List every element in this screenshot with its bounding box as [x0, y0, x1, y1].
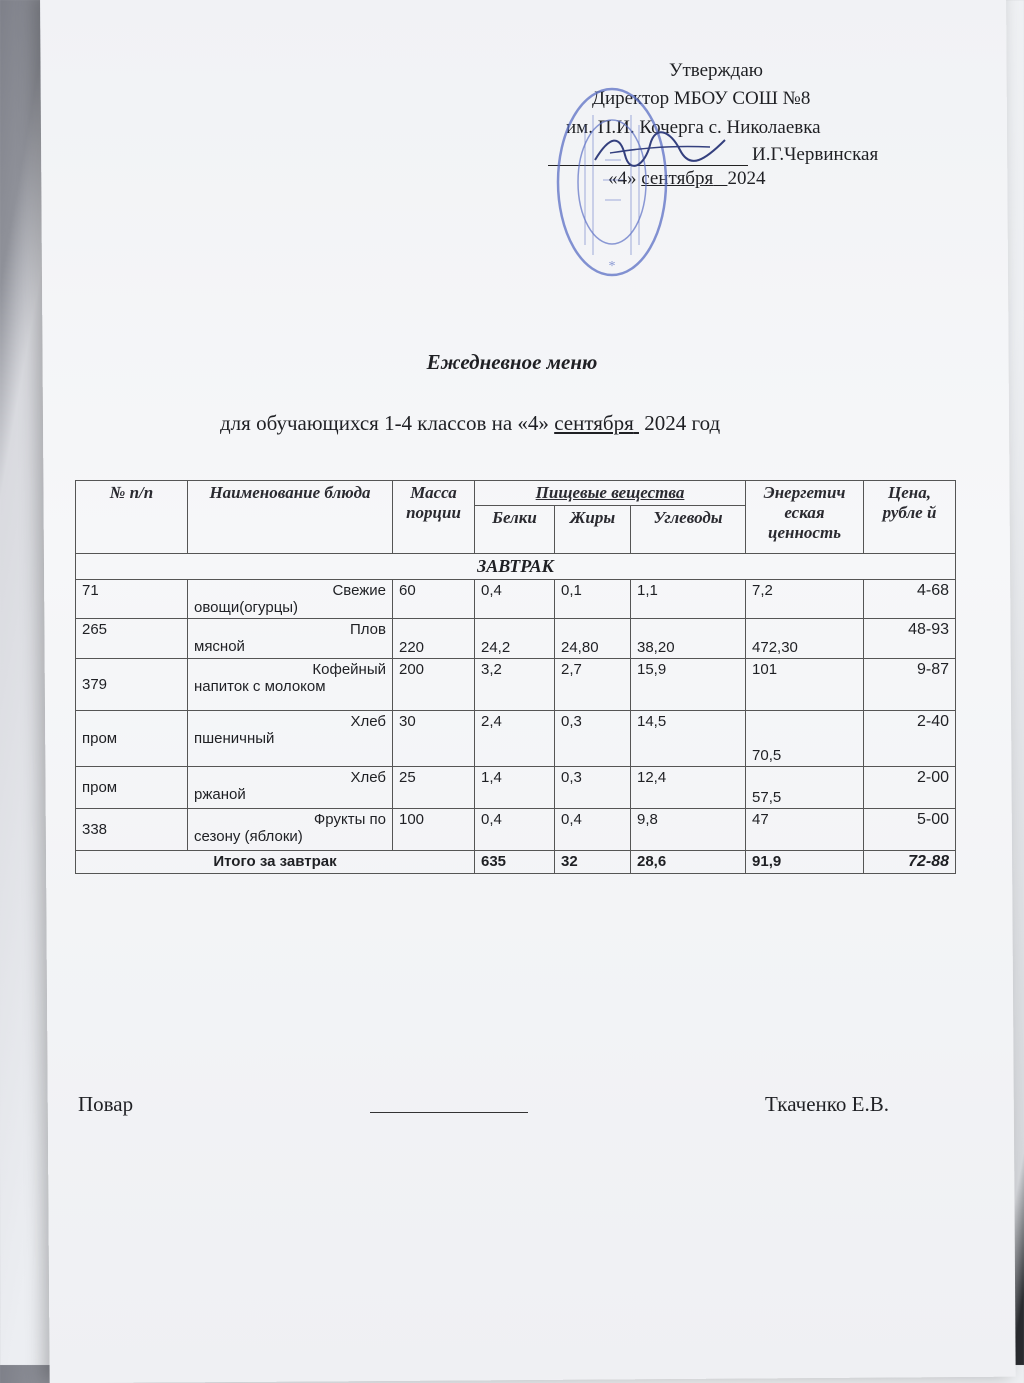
- section-breakfast: ЗАВТРАК: [76, 554, 956, 580]
- row-mass: 100: [393, 809, 475, 851]
- row-protein: 3,2: [475, 659, 555, 711]
- row-energy: 7,2: [746, 580, 864, 619]
- row-mass: 25: [393, 767, 475, 809]
- row-dish: [188, 659, 393, 711]
- director-name: И.Г.Червинская: [752, 144, 879, 165]
- signature-icon: [590, 125, 730, 175]
- total-fat: 28,6: [631, 851, 746, 874]
- school-stamp-icon: [555, 85, 670, 280]
- total-mass: 635: [475, 851, 555, 874]
- row-mass: 200: [393, 659, 475, 711]
- page-subtitle: [220, 411, 720, 436]
- table-row: [76, 580, 956, 619]
- row-fat: 0,3: [555, 711, 631, 767]
- footer-role: Повар: [78, 1092, 134, 1116]
- subtitle-prefix: для обучающихся 1-4 классов на «4»: [220, 411, 549, 435]
- row-num: 338: [76, 809, 188, 851]
- row-fat: 24,80: [555, 619, 631, 659]
- total-protein: 32: [555, 851, 631, 874]
- table-row: [76, 659, 956, 711]
- row-energy: 101: [746, 659, 864, 711]
- row-dish: [188, 711, 393, 767]
- total-row: [76, 851, 956, 874]
- row-carbs: 1,1: [631, 580, 746, 619]
- header-nutrients: Пищевые вещества: [475, 481, 746, 506]
- row-fat: 0,3: [555, 767, 631, 809]
- dish-name-b: ржаной: [194, 786, 246, 803]
- menu-table: [75, 480, 956, 874]
- row-protein: 1,4: [475, 767, 555, 809]
- row-price: 4-68: [864, 580, 956, 619]
- total-price: 72-88: [864, 851, 956, 874]
- total-label: Итого за завтрак: [76, 851, 475, 874]
- subtitle-year: 2024 год: [644, 411, 721, 435]
- total-energy: 91,9: [746, 851, 864, 874]
- row-fat: 2,7: [555, 659, 631, 711]
- dish-name-a: Хлеб: [350, 769, 386, 786]
- approval-line-3: им. П.И. Кочерга с. Николаевка: [566, 117, 821, 138]
- row-protein: 2,4: [475, 711, 555, 767]
- row-protein: 24,2: [475, 619, 555, 659]
- dish-name-a: Свежие: [332, 582, 386, 599]
- row-price: 9-87: [864, 659, 956, 711]
- row-mass: 60: [393, 580, 475, 619]
- dish-name-a: Плов: [349, 621, 386, 638]
- approval-line-1: Утверждаю: [669, 60, 763, 81]
- table-row: [76, 711, 956, 767]
- dish-name-b: сезону (яблоки): [194, 828, 303, 845]
- header-price: Цена, рубле й: [864, 481, 956, 554]
- row-price: 48-93: [864, 619, 956, 659]
- row-energy: 472,30: [746, 619, 864, 659]
- row-carbs: 12,4: [631, 767, 746, 809]
- row-dish: [188, 580, 393, 619]
- row-energy: 47: [746, 809, 864, 851]
- dish-name-b: мясной: [194, 638, 245, 655]
- row-carbs: 15,9: [631, 659, 746, 711]
- row-price: 5-00: [864, 809, 956, 851]
- page-title: Ежедневное меню: [426, 350, 598, 374]
- row-carbs: 14,5: [631, 711, 746, 767]
- subtitle-month: сентября: [554, 411, 634, 435]
- row-num: 265: [76, 619, 188, 659]
- date-day: «4»: [608, 168, 637, 189]
- row-price: 2-00: [864, 767, 956, 809]
- row-num: 71: [76, 580, 188, 619]
- row-num: 379: [76, 659, 188, 711]
- date-year: 2024: [727, 168, 766, 189]
- row-mass: 220: [393, 619, 475, 659]
- row-dish: [188, 767, 393, 809]
- dish-name-b: напиток с молоком: [194, 678, 326, 695]
- svg-text:*: *: [608, 259, 616, 274]
- header-carbs: Углеводы: [631, 506, 746, 554]
- row-protein: 0,4: [475, 580, 555, 619]
- row-mass: 30: [393, 711, 475, 767]
- table-row: [76, 809, 956, 851]
- row-energy: 57,5: [746, 767, 864, 809]
- header-name: Наименование блюда: [188, 481, 393, 554]
- footer-signature-line: [370, 1112, 528, 1113]
- approval-block: [0, 0, 1024, 200]
- dish-name-a: Фрукты по: [313, 811, 386, 828]
- table-row: [76, 767, 956, 809]
- approval-line-2: Директор МБОУ СОШ №8: [592, 88, 811, 109]
- dish-name-a: Хлеб: [350, 713, 386, 730]
- header-fat: Жиры: [555, 506, 631, 554]
- row-energy: 70,5: [746, 711, 864, 767]
- row-num: пром: [76, 711, 188, 767]
- header-energy: Энергетич еская ценность: [746, 481, 864, 554]
- table-row: [76, 619, 956, 659]
- row-protein: 0,4: [475, 809, 555, 851]
- row-fat: 0,1: [555, 580, 631, 619]
- footer-name: Ткаченко Е.В.: [765, 1092, 890, 1116]
- row-dish: [188, 809, 393, 851]
- row-carbs: 38,20: [631, 619, 746, 659]
- row-price: 2-40: [864, 711, 956, 767]
- row-fat: 0,4: [555, 809, 631, 851]
- header-mass: Масса порции: [393, 481, 475, 554]
- date-month: сентября: [641, 168, 714, 189]
- row-carbs: 9,8: [631, 809, 746, 851]
- dish-name-b: овощи(огурцы): [194, 599, 299, 616]
- header-protein: Белки: [475, 506, 555, 554]
- row-dish: [188, 619, 393, 659]
- dish-name-a: Кофейный: [312, 661, 386, 678]
- header-num: № п/п: [76, 481, 188, 554]
- dish-name-b: пшеничный: [194, 730, 275, 747]
- row-num: пром: [76, 767, 188, 809]
